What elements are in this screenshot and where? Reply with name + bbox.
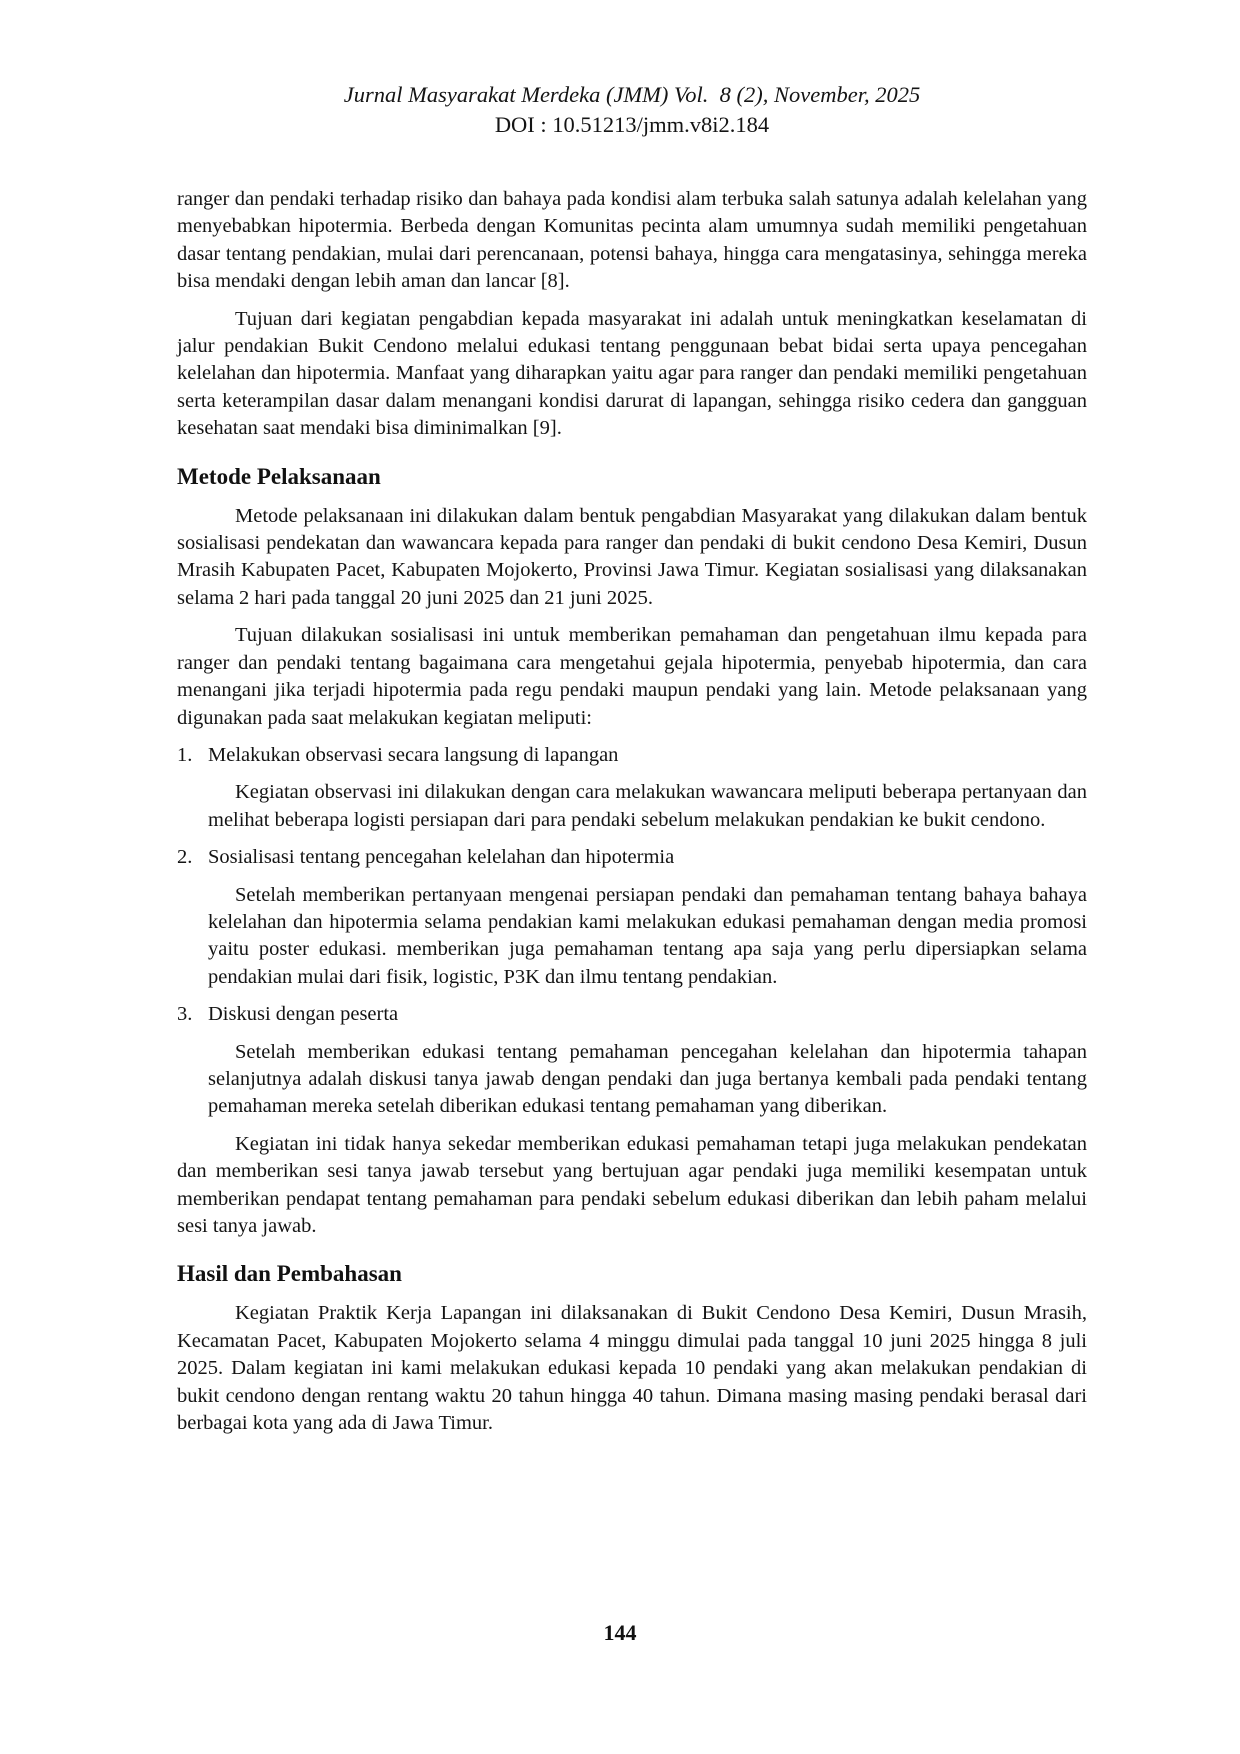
list-item-title-row (177, 1001, 1087, 1028)
list-item-detail: Setelah memberikan edukasi tentang pemahaman pencegahan kelelahan dan hipotermia tahapan selanjutnya adalah diskusi tanya jawab dengan pendaki dan juga bertanya kembali pada pendaki tentang pemahaman mereka setelah diberikan edukasi tentang pemahaman yang diberikan. (208, 1040, 1087, 1118)
list-item-title: Diskusi dengan peserta (208, 1003, 399, 1026)
list-item (177, 1001, 1087, 1121)
paragraph-kegiatan-tanya-jawab: Kegiatan ini tidak hanya sekedar memberikan edukasi pemahaman tetapi juga melakukan pendekatan dan memberikan sesi tanya jawab tersebut yang bertujuan agar pendaki juga memiliki kesempatan untuk memberikan pendapat tentang pemahaman para pendaki sebelum edukasi diberikan dan lebih paham melalui sesi tanya jawab. (177, 1132, 1087, 1237)
list-item-title-row (177, 844, 1087, 871)
page-content (177, 80, 1087, 1447)
list-item-detail: Kegiatan observasi ini dilakukan dengan cara melakukan wawancara meliputi beberapa pertanyaan dan melihat beberapa logisti persiapan dari para pendaki sebelum melakukan pendakian ke bukit cendono. (208, 781, 1087, 831)
numbered-list (177, 742, 1087, 1121)
heading-hasil-dan-pembahasan: Hasil dan Pembahasan (177, 1261, 402, 1287)
list-item-number: 1. (177, 743, 193, 766)
list-item-number: 2. (177, 846, 193, 869)
list-item-title: Melakukan observasi secara langsung di lapangan (208, 743, 619, 766)
paragraph-hasil: Kegiatan Praktik Kerja Lapangan ini dilaksanakan di Bukit Cendono Desa Kemiri, Dusun Mrasih, Kecamatan Pacet, Kabupaten Mojokerto selama 4 minggu dimulai pada tanggal 10 juni 2025 hingga 8 juli 2025. Dalam kegiatan ini kami melakukan edukasi kepada 10 pendaki yang akan melakukan pendakian di bukit cendono dengan rentang waktu 20 tahun hingga 40 tahun. Dimana masing masing pendaki berasal dari berbagai kota yang ada di Jawa Timur. (177, 1302, 1087, 1435)
list-item-detail: Setelah memberikan pertanyaan mengenai persiapan pendaki dan pemahaman tentang bahaya bahaya kelelahan dan hipotermia selama pendakian kami melakukan edukasi pemahaman dengan media promosi yaitu poster edukasi. memberikan juga pemahaman tentang apa saja yang perlu dipersiapkan selama pendakian mulai dari fisik, logistic, P3K dan ilmu tentang pendakian. (208, 883, 1087, 988)
paragraph-metode-2: Tujuan dilakukan sosialisasi ini untuk memberikan pemahaman dan pengetahuan ilmu kepada para ranger dan pendaki tentang bagaimana cara mengetahui gejala hipotermia, penyebab hipotermia, dan cara menangani jika terjadi hipotermia pada regu pendaki maupun pendaki yang lain. Metode pelaksanaan yang digunakan pada saat melakukan kegiatan meliputi: (177, 624, 1087, 729)
list-item-number: 3. (177, 1003, 193, 1026)
list-item-title-row (177, 742, 1087, 769)
page-header (177, 80, 1087, 140)
heading-metode-pelaksanaan: Metode Pelaksanaan (177, 463, 381, 489)
paragraph-metode-1: Metode pelaksanaan ini dilakukan dalam bentuk pengabdian Masyarakat yang dilakukan dalam bentuk sosialisasi pendekatan dan wawancara kepada para ranger dan pendaki di bukit cendono Desa Kemiri, Dusun Mrasih Kabupaten Pacet, Kabupaten Mojokerto, Provinsi Jawa Timur. Kegiatan sosialisasi yang dilaksanakan selama 2 hari pada tanggal 20 juni 2025 dan 21 juni 2025. (177, 504, 1087, 609)
doi-line: DOI : 10.51213/jmm.v8i2.184 (494, 112, 770, 137)
paragraph-intro-continuation: ranger dan pendaki terhadap risiko dan bahaya pada kondisi alam terbuka salah satunya adalah kelelahan yang menyebabkan hipotermia. Berbeda dengan Komunitas pecinta alam umumnya sudah memiliki pengetahuan dasar tentang pendakian, mulai dari perencanaan, potensi bahaya, hingga cara mengatasinya, sehingga mereka bisa mendaki dengan lebih aman dan lancar [8]. (177, 188, 1087, 293)
list-item-title: Sosialisasi tentang pencegahan kelelahan dan hipotermia (208, 846, 675, 869)
list-item (177, 844, 1087, 991)
page-number: 144 (603, 1620, 637, 1645)
journal-title-line: Jurnal Masyarakat Merdeka (JMM) Vol. 8 (2), November, 2025 (343, 82, 921, 107)
list-item (177, 742, 1087, 834)
paragraph-tujuan-pengabdian: Tujuan dari kegiatan pengabdian kepada masyarakat ini adalah untuk meningkatkan keselamatan di jalur pendakian Bukit Cendono melalui edukasi tentang penggunaan bebat bidai serta upaya pencegahan kelelahan dan hipotermia. Manfaat yang diharapkan yaitu agar para ranger dan pendaki memiliki pengetahuan serta keterampilan dasar dalam menangani kondisi darurat di lapangan, sehingga risiko cedera dan gangguan kesehatan saat mendaki bisa diminimalkan [9]. (177, 307, 1087, 440)
